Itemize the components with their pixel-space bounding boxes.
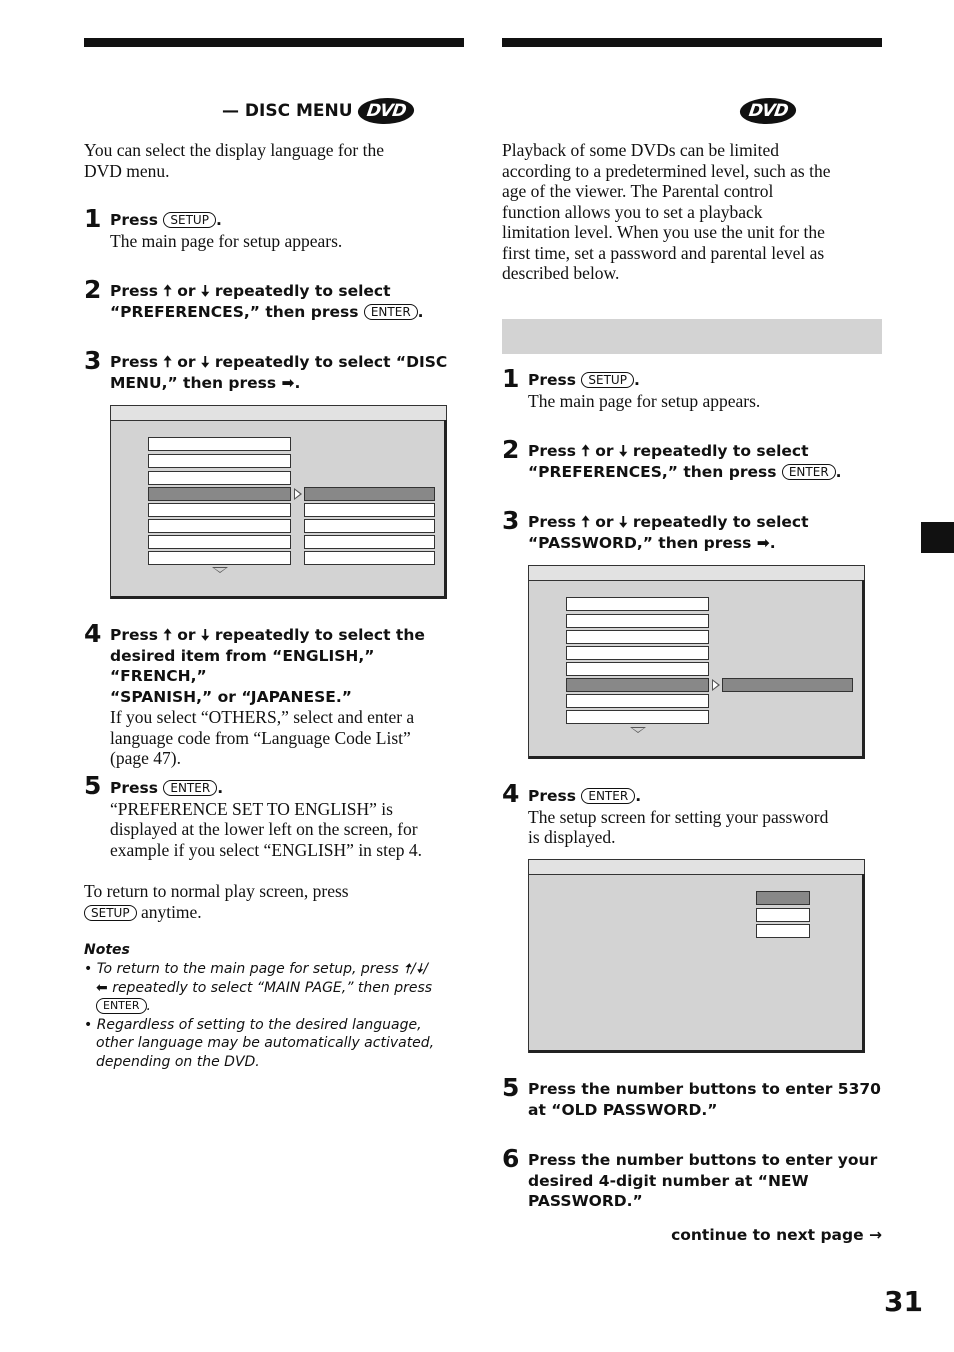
section-title: — DISC MENU xyxy=(222,101,353,121)
right-top-rule xyxy=(502,38,882,47)
menu-row xyxy=(566,694,709,708)
submenu-row-selected xyxy=(722,678,853,692)
submenu-row xyxy=(304,503,435,517)
setup-key: SETUP xyxy=(163,212,216,228)
submenu-row xyxy=(304,551,435,565)
step-number: 5 xyxy=(84,771,102,800)
right-arrow-icon: ➡ xyxy=(756,533,770,552)
menu-row xyxy=(566,662,709,676)
password-field-selected xyxy=(756,891,810,905)
menu-row xyxy=(148,535,291,549)
menu-row xyxy=(148,519,291,533)
step-number: 4 xyxy=(502,779,520,808)
right-dvd-heading xyxy=(740,98,796,124)
password-field xyxy=(756,908,810,922)
enter-key: ENTER xyxy=(782,464,836,480)
step-5: Press ENTER . “PREFERENCE SET TO ENGLISH” is displayed at the lower left on the screen, for example if you select “ENGLISH” in step 4. xyxy=(110,779,422,860)
setup-key: SETUP xyxy=(581,372,634,388)
step-number: 6 xyxy=(502,1144,520,1173)
left-arrow-icon: ⬅ xyxy=(96,979,108,996)
submenu-row-selected xyxy=(304,487,435,501)
step-number: 2 xyxy=(84,275,102,304)
enter-key: ENTER xyxy=(581,788,635,804)
step-3: Press 🠅 or 🠇 repeatedly to select “PASSWORD,” then press ➡. xyxy=(528,513,809,552)
down-arrow-icon: 🠇 xyxy=(618,513,628,531)
enter-key: ENTER xyxy=(364,304,418,320)
disc-menu-heading xyxy=(222,98,415,124)
notes-list: • To return to the main page for setup, press 🠅/🠇/ ⬅ repeatedly to select “MAIN PAGE,” then press ENTER . • Regardless of setting to the desired language, other language may be automatically activated, depending on the DVD. xyxy=(84,961,435,1070)
step-4: Press 🠅 or 🠇 repeatedly to select the desired item from “ENGLISH,” “FRENCH,” “SPANISH,” or “JAPANESE.” If you select “OTHERS,” select and enter a language code from “Language Code List” (page 47). xyxy=(110,626,425,768)
down-arrow-icon: 🠇 xyxy=(200,626,210,644)
scroll-down-icon xyxy=(212,567,228,573)
step-4: Press ENTER . The setup screen for setting your password is displayed. xyxy=(528,787,829,847)
step-number: 3 xyxy=(502,506,520,535)
disc-menu-screen-illustration xyxy=(110,405,447,599)
dvd-logo-icon: DVD xyxy=(738,98,798,124)
menu-row xyxy=(148,437,291,451)
menu-row xyxy=(566,630,709,644)
submenu-row xyxy=(304,535,435,549)
down-arrow-icon: 🠇 xyxy=(415,961,424,977)
setup-key: SETUP xyxy=(84,905,137,921)
step-1: Press SETUP . The main page for setup appears. xyxy=(528,371,761,411)
up-arrow-icon: 🠅 xyxy=(403,961,411,977)
page-number: 31 xyxy=(884,1285,923,1318)
menu-row xyxy=(566,710,709,724)
menu-row xyxy=(148,454,291,468)
screen-title-bar xyxy=(529,860,864,875)
step-number: 2 xyxy=(502,435,520,464)
menu-row xyxy=(148,503,291,517)
submenu-row xyxy=(304,519,435,533)
step-number: 5 xyxy=(502,1073,520,1102)
right-arrow-icon: ➡ xyxy=(281,373,295,392)
continue-note: continue to next page → xyxy=(671,1226,882,1244)
menu-row xyxy=(566,597,709,611)
password-menu-screen-illustration xyxy=(528,565,865,759)
pointer-icon xyxy=(294,488,302,500)
step-number: 4 xyxy=(84,619,102,648)
password-setup-screen-illustration xyxy=(528,859,865,1053)
parental-intro: Playback of some DVDs can be limited according to a predetermined level, such as the age of the viewer. The Parental control function allows you to set a playback limitation level. When you use the unit for the first time, set a password and parental level as described below. xyxy=(502,140,831,283)
step-3: Press 🠅 or 🠇 repeatedly to select “DISC MENU,” then press ➡. xyxy=(110,353,448,392)
step-1: Press SETUP . The main page for setup appears. xyxy=(110,211,343,251)
menu-row-selected xyxy=(566,678,709,692)
up-arrow-icon: 🠅 xyxy=(163,282,172,300)
screen-title-bar xyxy=(111,406,446,421)
step-6: Press the number buttons to enter your desired 4-digit number at “NEW PASSWORD.” xyxy=(528,1151,878,1210)
return-instruction: To return to normal play screen, press SETUP anytime. xyxy=(84,881,349,922)
up-arrow-icon: 🠅 xyxy=(581,442,590,460)
menu-row xyxy=(148,471,291,485)
password-field xyxy=(756,924,810,938)
chapter-tab xyxy=(921,522,954,553)
notes-title: Notes xyxy=(84,942,130,958)
left-top-rule xyxy=(84,38,464,47)
intro-paragraph: You can select the display language for the DVD menu. xyxy=(84,140,385,181)
subsection-bar xyxy=(502,319,882,354)
step-number: 1 xyxy=(84,204,102,233)
menu-row xyxy=(566,614,709,628)
down-arrow-icon: 🠇 xyxy=(200,353,210,371)
enter-key: ENTER xyxy=(163,780,217,796)
step-2: Press 🠅 or 🠇 repeatedly to select “PREFERENCES,” then press ENTER . xyxy=(110,282,424,321)
screen-title-bar xyxy=(529,566,864,581)
step-2: Press 🠅 or 🠇 repeatedly to select “PREFERENCES,” then press ENTER . xyxy=(528,442,842,481)
menu-row-selected xyxy=(148,487,291,501)
up-arrow-icon: 🠅 xyxy=(163,353,172,371)
down-arrow-icon: 🠇 xyxy=(618,442,628,460)
dvd-logo-icon: DVD xyxy=(357,98,417,124)
scroll-down-icon xyxy=(630,727,646,733)
step-number: 1 xyxy=(502,364,520,393)
step-5: Press the number buttons to enter 5370 at “OLD PASSWORD.” xyxy=(528,1080,881,1119)
enter-key: ENTER xyxy=(96,998,147,1014)
step-number: 3 xyxy=(84,346,102,375)
up-arrow-icon: 🠅 xyxy=(581,513,590,531)
up-arrow-icon: 🠅 xyxy=(163,626,172,644)
down-arrow-icon: 🠇 xyxy=(200,282,210,300)
pointer-icon xyxy=(712,679,720,691)
menu-row xyxy=(566,646,709,660)
menu-row xyxy=(148,551,291,565)
